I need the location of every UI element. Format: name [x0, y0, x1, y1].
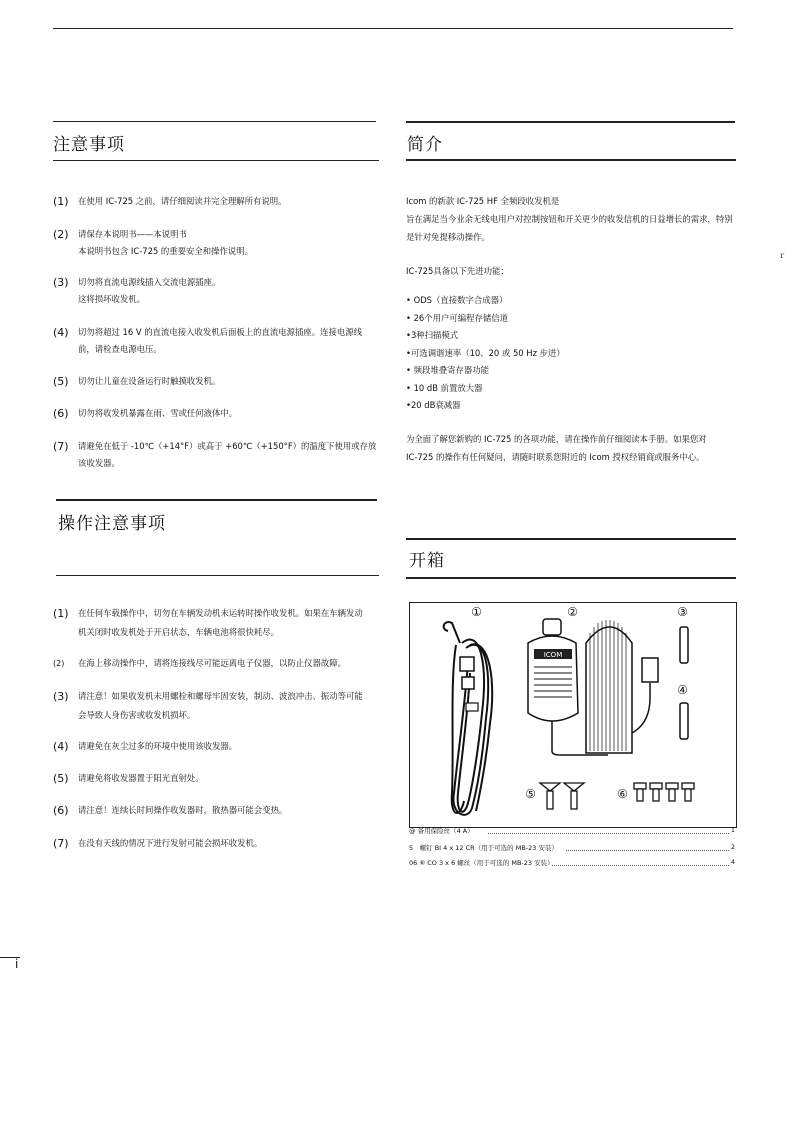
precaution-item — [53, 405, 383, 425]
leader-dots — [566, 850, 729, 851]
feature-item: • 10 dB 前置放大器 — [406, 382, 483, 393]
item-line: 该收发器。 — [78, 458, 120, 468]
mic-brand-label: ICOM — [543, 651, 563, 659]
operating-item — [53, 770, 393, 790]
precautions-rule-top — [53, 121, 376, 122]
figure-label-3: ③ — [677, 605, 688, 619]
item-line: 在使用 IC-725 之前，请仔细阅读并完全理解所有说明。 — [78, 196, 287, 206]
operating-rule-bottom — [56, 575, 379, 576]
part-row — [409, 826, 735, 836]
figure-label-5: ⑤ — [525, 787, 536, 801]
operating-item — [53, 688, 393, 724]
item-line: 请注意！如果收发机未用螺栓和螺母牢固安装，制动、波浪冲击、振动等可能 — [78, 691, 363, 701]
intro-line: 是针对免提移动操作。 — [406, 232, 490, 242]
item-line: 请避免在低于 -10℃（+14°F）或高于 +60℃（+150°F）的温度下使用或存放 — [78, 441, 377, 451]
part-text: @ 备用保险丝（4 A） — [409, 827, 474, 835]
precautions-rule-bottom — [53, 160, 379, 161]
operating-rule-top — [56, 499, 377, 501]
item-number: (6) — [53, 407, 69, 420]
item-line: 请避免在灰尘过多的环境中使用该收发器。 — [78, 741, 238, 751]
part-text: 06 ⑥ CO 3 x 6 螺丝（用于可选的 MB-23 安装） — [409, 859, 554, 867]
feature-item: •3种扫描模式 — [406, 330, 459, 340]
figure-label-6: ⑥ — [617, 787, 628, 801]
feature-item: • ODS（直接数字合成器） — [406, 295, 508, 305]
part-qty: 1 — [730, 826, 735, 834]
item-number: (2) — [53, 659, 65, 668]
feature-item: • 频段堆叠寄存器功能 — [406, 365, 489, 375]
intro-closing — [406, 430, 776, 466]
intro-line: 为全面了解您新购的 IC-725 的各项功能，请在操作前仔细阅读本手册。如果您对 — [406, 434, 707, 444]
item-line: 前，请检查电源电压。 — [78, 344, 162, 354]
operating-item — [53, 655, 393, 675]
features-lead: IC-725具备以下先进功能： — [406, 266, 509, 276]
part-qty: 4 — [730, 858, 735, 866]
intro-title: 简介 — [407, 135, 443, 155]
intro-rule-top — [406, 121, 735, 123]
item-number: (1) — [53, 607, 69, 620]
feature-item: •20 dB衰减器 — [406, 400, 461, 410]
intro-paragraph — [406, 192, 766, 246]
item-number: (2) — [53, 228, 69, 241]
intro-line: IC-725 的操作有任何疑问，请随时联系您附近的 Icom 授权经销商或服务中心。 — [406, 452, 705, 462]
precaution-item — [53, 193, 383, 213]
accessories-illustration — [410, 603, 736, 827]
intro-line: 旨在满足当今业余无线电用户对控制按钮和开关更少的收发信机的日益增长的需求，特别 — [406, 214, 733, 224]
item-number: (4) — [53, 326, 69, 339]
operating-item — [53, 738, 393, 758]
item-line: 这将损坏收发机。 — [78, 294, 145, 304]
item-number: (7) — [53, 837, 69, 850]
top-rule — [53, 28, 733, 29]
part-row — [409, 843, 735, 853]
part-text: 5 螺钉 BI 4 x 12 CR（用于可选的 MB-23 安装） — [409, 844, 558, 852]
precaution-item — [53, 373, 383, 393]
stray-mark: ｒ — [778, 251, 786, 260]
item-number: (3) — [53, 276, 69, 289]
item-number: (7) — [53, 440, 69, 453]
item-number: (1) — [53, 195, 69, 208]
unpacking-rule-top — [406, 538, 736, 540]
precaution-item — [53, 274, 383, 310]
unpacking-title: 开箱 — [409, 551, 445, 571]
item-line: 在任何车载操作中，切勿在车辆发动机未运转时操作收发机。如果在车辆发动 — [78, 608, 363, 618]
feature-item: •可选调谐速率（10、20 或 50 Hz 步进） — [406, 347, 565, 358]
item-line: 机关闭时收发机处于开启状态，车辆电池将很快耗尽。 — [78, 627, 279, 637]
figure-label-2: ② — [567, 605, 578, 619]
item-line: 切勿将超过 16 V 的直流电接入收发机后面板上的直流电源插座。连接电源线 — [78, 327, 362, 337]
page-number: i — [15, 957, 19, 971]
item-line: 切勿将收发机暴露在雨、雪或任何液体中。 — [78, 408, 238, 418]
page-number-rule — [0, 957, 20, 958]
item-line: 在没有天线的情况下进行发射可能会损坏收发机。 — [78, 838, 263, 848]
item-number: (3) — [53, 690, 69, 703]
operating-item — [53, 802, 393, 822]
item-number: (4) — [53, 740, 69, 753]
operating-item — [53, 835, 393, 855]
item-line: 切勿将直流电源线插入交流电源插座。 — [78, 277, 221, 287]
leader-dots — [552, 865, 729, 866]
precaution-item — [53, 438, 393, 474]
item-line: 切勿让儿童在设备运行时触摸收发机。 — [78, 376, 221, 386]
item-number: (5) — [53, 772, 69, 785]
part-qty: 2 — [730, 843, 735, 851]
precaution-item — [53, 324, 393, 360]
figure-label-4: ④ — [677, 683, 688, 697]
feature-item: • 26个用户可编程存储信道 — [406, 312, 509, 323]
precautions-title: 注意事项 — [53, 135, 125, 155]
item-line: 请保存本说明书——本说明书 — [78, 229, 187, 239]
figure-label-1: ① — [471, 605, 482, 619]
item-line: 在海上移动操作中，请将连接线尽可能远离电子仪器，以防止仪器故障。 — [78, 658, 346, 668]
leader-dots — [488, 833, 729, 834]
item-line: 会导致人身伤害或收发机损坏。 — [78, 710, 196, 720]
item-line: 请注意！连续长时间操作收发器时，散热器可能会变热。 — [78, 805, 288, 815]
operating-item — [53, 605, 393, 641]
item-line: 请避免将收发器置于阳光直射处。 — [78, 773, 204, 783]
features-list — [406, 292, 565, 415]
precaution-item — [53, 226, 383, 262]
unpacking-rule-bottom — [406, 577, 736, 579]
item-number: (6) — [53, 804, 69, 817]
item-line: 本说明书包含 IC-725 的重要安全和操作说明。 — [78, 246, 254, 256]
item-number: (5) — [53, 375, 69, 388]
accessories-figure — [409, 602, 737, 828]
intro-rule-bottom — [406, 159, 736, 161]
operating-title: 操作注意事项 — [58, 514, 166, 534]
part-row — [409, 858, 735, 868]
intro-line: Icom 的新款 IC-725 HF 全频段收发机是 — [406, 196, 560, 206]
